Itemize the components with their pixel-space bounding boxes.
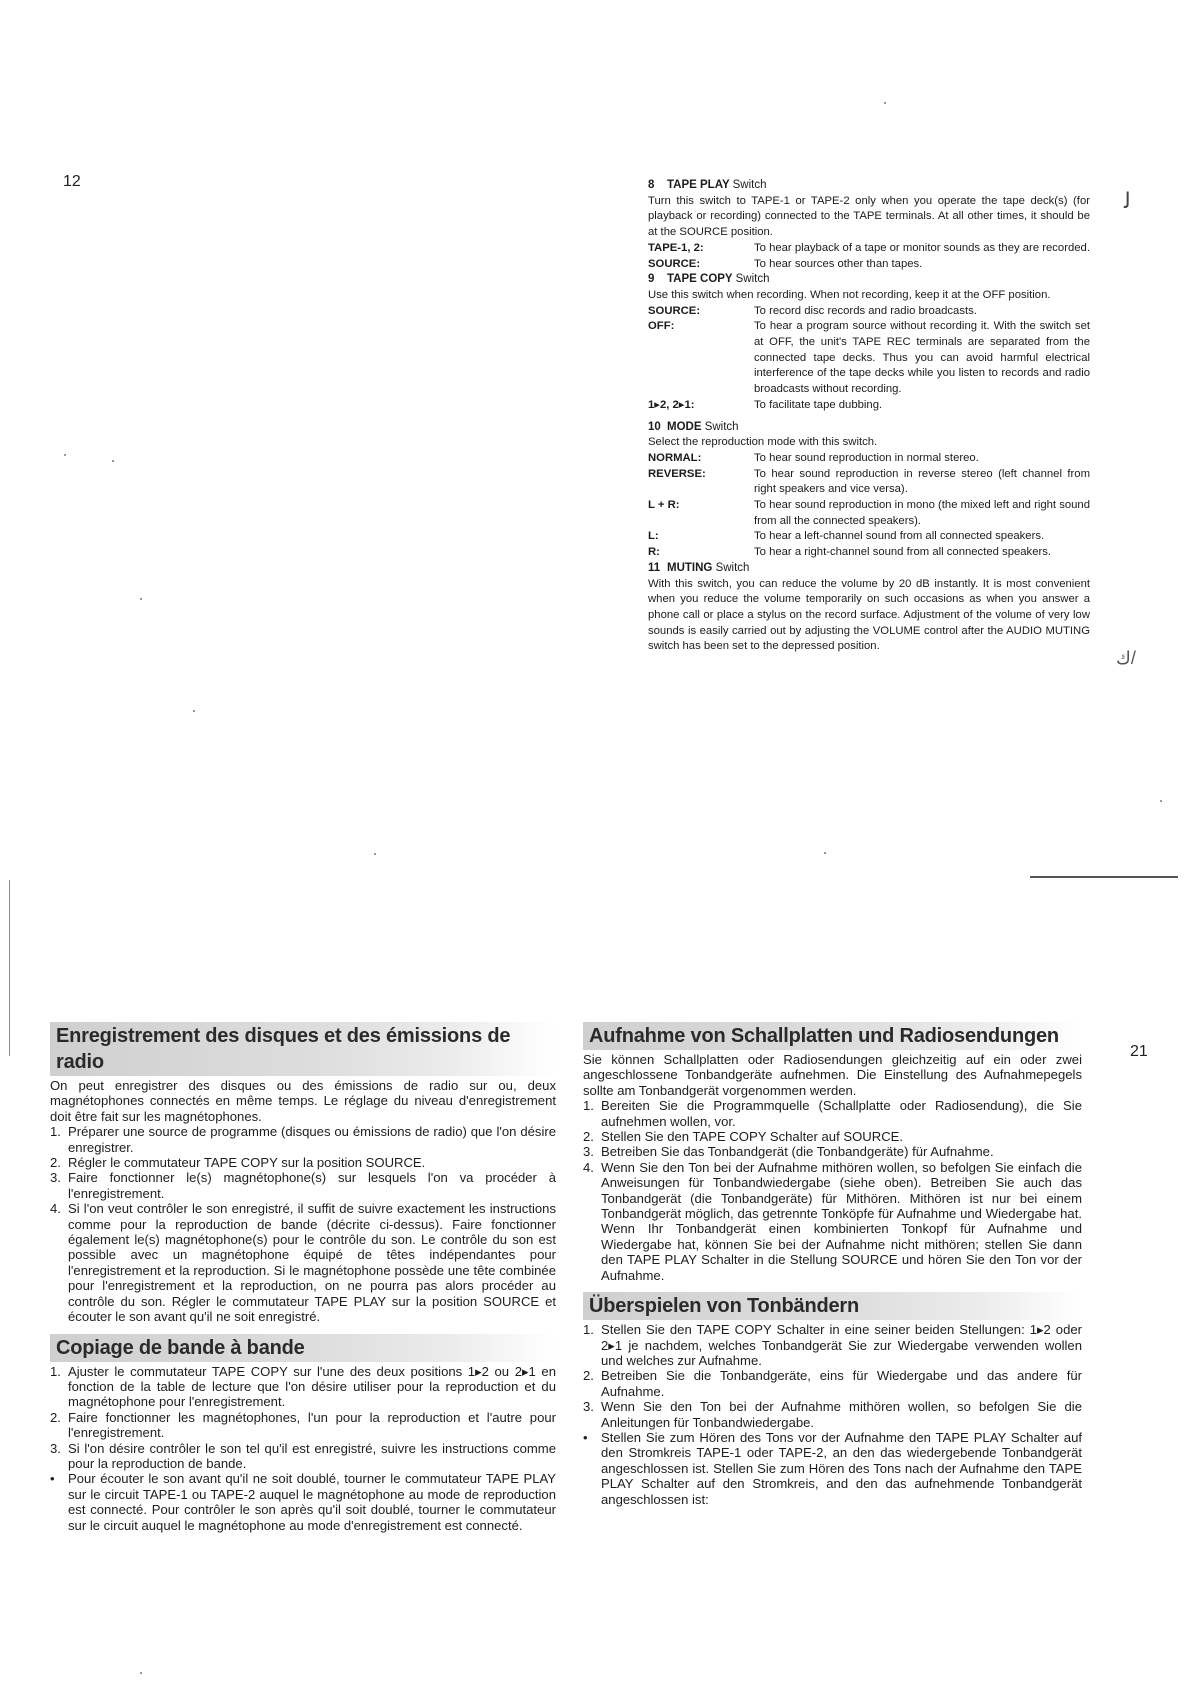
list-item [583,1430,1082,1507]
spec-row-value: To hear a right-channel sound from all connected speakers. [754,546,1052,559]
list-item [583,1368,1082,1399]
list-text: Betreiben Sie das Tonbandgerät (die Tonbandgeräte) für Aufnahme. [601,1144,994,1160]
spacer [50,1325,556,1334]
scan-speck [193,710,195,712]
spec-row-key: NORMAL: [648,451,702,464]
scan-speck [1160,800,1162,802]
section-switch-word: Switch [735,273,770,286]
spec-row [648,451,1090,467]
spec-row [648,467,1090,498]
list-marker: 4. [583,1159,594,1175]
spec-row [648,545,1090,561]
section-heading-recording-de: Aufnahme von Schallplatten und Radiosendungen [583,1022,1082,1050]
list-marker: 2. [583,1368,594,1384]
section-switch-word: Switch [715,561,750,574]
spec-row [648,304,1090,320]
list-text: Betreiben Sie die Tonbandgeräte, eins für Wiedergabe und das andere für Aufnahme. [601,1368,1082,1399]
list-text: Pour écouter le son avant qu'il ne soit doublé, tourner le commutateur TAPE PLAY sur le circuit TAPE-1 ou TAPE-2 auquel le magnétophone au mode de reproduction est connecté. Pour contrôler le son après qu'il soit doublé, tourner le commutateur sur le circuit auquel le magnétophone au mode d'enregistrement est connecté. [68,1471,556,1533]
list-item [50,1410,556,1441]
scan-speck [824,852,826,854]
steps-list [583,1098,1082,1283]
spec-row-value: To hear sound reproduction in normal stereo. [754,451,979,464]
spec-row-key: L: [648,530,659,543]
list-item [50,1124,556,1155]
list-text: Régler le commutateur TAPE COPY sur la position SOURCE. [68,1155,426,1171]
scan-speck [140,1672,142,1674]
spec-row-key: 1▸2, 2▸1: [648,398,695,411]
spec-section-muting [648,561,1090,655]
section-title-text: MUTING [667,561,713,574]
spec-row [648,241,1090,257]
spec-row [648,319,1090,398]
scan-speck [64,454,66,456]
spec-row [648,529,1090,545]
spec-row-value: To hear playback of a tape or monitor sounds as they are recorded. [754,241,1090,254]
list-text: Si l'on désire contrôler le son tel qu'il est enregistré, suivre les instructions comme pour la reproduction de bande. [68,1440,556,1471]
scan-speck [140,598,142,600]
spec-row-key: OFF: [648,320,675,333]
list-text: Faire fonctionner le(s) magnétophone(s) sur lesquels l'on va procéder à l'enregistrement. [68,1170,556,1201]
list-text: Préparer une source de programme (disques ou émissions de radio) que l'on désire enregistrer. [68,1124,556,1155]
steps-list [50,1364,556,1533]
list-item [583,1129,1082,1144]
section-number: 10 [648,420,661,433]
list-item [50,1471,556,1533]
list-text: Wenn Sie den Ton bei der Aufnahme mithören wollen, so befolgen Sie einfach die Anweisungen für Tonbandwiedergabe (siehe oben). Betreiben Sie auch das Tonbandgerät (die Tonbandgeräte) für Mithören. Mithören ist nur bei einem Tonbandgerät möglich, das getrennte Tonköpfe für Aufnahme und Wiedergabe hat. Wenn Ihr Tonbandgerät einen kombinierten Tonkopf für Aufnahme und Wiedergabe hat, können Sie bei der Aufnahme nicht mithören; stellen Sie dann den TAPE PLAY Schalter in die Stellung SOURCE und hören Sie den Ton vor der Aufnahme. [601,1159,1082,1283]
spec-row-value: To facilitate tape dubbing. [754,398,883,411]
section-heading-dubbing-de: Überspielen von Tonbändern [583,1292,1082,1320]
spec-row-key: L + R: [648,499,680,512]
spec-section-text: With this switch, you can reduce the volume by 20 dB instantly. It is most convenient when you reduce the volume temporarily on such occasions as when you answer a phone call or place a stylus on the record surface. Adjustment of the volume of very low sounds is easily carried out by adjusting the VOLUME control after the AUDIO MUTING switch has been set to the depressed position. [648,577,1090,653]
list-marker: 3. [583,1144,594,1160]
section-title-text: MODE [667,420,702,433]
list-marker: 1. [583,1322,594,1338]
french-column [50,1022,556,1533]
page-number-top: 12 [63,173,81,190]
spec-row [648,498,1090,529]
list-marker: 2. [50,1409,61,1425]
spec-section-title [648,420,1090,436]
spec-row-value: To hear a left-channel sound from all connected speakers. [754,530,1045,543]
spec-section-title [648,272,1090,288]
scan-speck [112,460,114,462]
list-item [50,1201,556,1324]
list-text: Stellen Sie zum Hören des Tons vor der Aufnahme den TAPE PLAY Schalter auf den Stromkreis TAPE-1 oder TAPE-2, an den das wiedergebende Tonbandgerät angeschlossen ist. Stellen Sie zum Hören des Tons nach der Aufnahme den TAPE PLAY Schalter auf den Stromkreis, and den das aufnehmende Tonbandgerät angeschlossen ist: [601,1429,1082,1507]
list-item [583,1098,1082,1129]
spec-section-text: Use this switch when recording. When not recording, keep it at the OFF position. [648,288,1051,301]
german-column [583,1022,1082,1507]
spec-section-title [648,178,1090,194]
spec-section-tape-play [648,178,1090,272]
section-title-text: TAPE PLAY [667,179,730,191]
list-item [583,1160,1082,1283]
list-item [50,1155,556,1170]
spec-row-value: To hear a program source without recording it. With the switch set at OFF, the unit's TAPE REC terminals are separated from the connected tape decks. Thus you can avoid harmful electrical interference of the tape decks while you listen to records and radio broadcasts without recording. [754,320,1090,396]
list-text: Faire fonctionner les magnétophones, l'un pour la reproduction et l'autre pour l'enregistrement. [68,1409,556,1441]
list-text: Stellen Sie den TAPE COPY Schalter in eine seiner beiden Stellungen: 1▸2 oder 2▸1 je nachdem, welches Tonbandgerät Sie zur Wiedergabe verwenden wollen und welches zur Aufnahme. [601,1322,1082,1368]
list-item [583,1322,1082,1368]
spec-section-mode [648,420,1090,561]
margin-handwriting: ك/ [1116,648,1136,668]
section-number: 9 [648,273,655,286]
spec-row-key: SOURCE: [648,304,701,317]
list-marker: 1. [583,1098,594,1114]
list-marker: • [50,1471,55,1487]
section-heading-recording-fr: Enregistrement des disques et des émissions de radio [50,1022,556,1076]
spec-row-key: TAPE-1, 2: [648,241,704,254]
scan-rule-line [1030,876,1178,878]
spec-row-value: To hear sources other than tapes. [754,257,923,270]
list-text: Bereiten Sie die Programmquelle (Schallplatte oder Radiosendung), die Sie aufnehmen wollen, vor. [601,1098,1082,1129]
margin-handwriting: ﻟ [1124,188,1131,213]
section-heading-dubbing-fr: Copiage de bande à bande [50,1334,556,1362]
list-item [50,1441,556,1472]
scan-speck [374,853,376,855]
steps-list [583,1322,1082,1507]
list-item [583,1144,1082,1159]
section-title-text: TAPE COPY [667,273,733,286]
intro-paragraph: On peut enregistrer des disques ou des émissions de radio sur ou, deux magnétophones connectés en même temps. Le réglage du niveau d'enregistrement doit être fait sur les magnétophones. [50,1078,556,1124]
list-text: Si l'on veut contrôler le son enregistré, il suffit de suivre exactement les instructions comme pour la reproduction de bande (décrite ci-dessus). Faire fonctionner également le(s) magnétophone(s) pour le contrôle du son. Le contrôle du son est possible avec un magnétophone équipé de têtes indépendantes pour l'enregistrement et la reproduction. Si le magnétophone possède une tête combinée pour l'enregistrement et la reproduction, on ne pourra pas alors procéder au contrôle du son. Régler le commutateur TAPE PLAY sur la position SOURCE et écouter le son avant qu'il ne soit enregistré. [68,1201,556,1325]
section-switch-word: Switch [732,179,767,191]
scan-speck [884,102,886,104]
spec-section-title [648,561,1090,577]
spec-row [648,257,1090,273]
section-number: 8 [648,179,655,191]
list-marker: 2. [583,1129,594,1145]
spec-row-key: REVERSE: [648,467,706,480]
list-marker: 3. [583,1399,594,1415]
spec-section-tape-copy [648,272,1090,413]
spec-row-key: R: [648,546,660,559]
list-marker: 1. [50,1124,61,1140]
list-text: Stellen Sie den TAPE COPY Schalter auf SOURCE. [601,1129,904,1145]
spec-row [648,398,1090,414]
scan-edge-line [9,880,10,1056]
list-marker: • [583,1429,588,1445]
spec-row-value: To hear sound reproduction in reverse stereo (left channel from right speakers and vice versa). [754,467,1090,496]
spec-section-text: Turn this switch to TAPE-1 or TAPE-2 only when you operate the tape deck(s) (for playback or recording) connected to the TAPE terminals. At all other times, it should be at the SOURCE position. [648,194,1090,239]
list-marker: 1. [50,1363,61,1379]
intro-paragraph: Sie können Schallplatten oder Radiosendungen gleichzeitig auf ein oder zwei angeschlossene Tonbandgeräte aufnehmen. Die Einstellung des Aufnahmepegels sollte am Tonbandgerät vorgenommen werden. [583,1052,1082,1098]
spec-row-value: To record disc records and radio broadcasts. [754,304,977,317]
page-number-right: 21 [1130,1043,1148,1060]
section-number: 11 [648,561,661,574]
list-item [583,1399,1082,1430]
spec-row-value: To hear sound reproduction in mono (the mixed left and right sound from all the connected speakers). [754,499,1090,527]
list-text: Ajuster le commutateur TAPE COPY sur l'une des deux positions 1▸2 ou 2▸1 en fonction de la table de lecture que l'on désire utiliser pour la reproduction et du magnétophone pour l'enregistrement. [68,1363,556,1410]
spec-section-text: Select the reproduction mode with this switch. [648,436,878,449]
list-marker: 3. [50,1170,61,1186]
list-marker: 3. [50,1440,61,1456]
switch-spec-block [648,178,1090,655]
steps-list [50,1124,556,1324]
spacer [583,1283,1082,1292]
list-item [50,1364,556,1410]
list-marker: 4. [50,1201,61,1217]
list-item [50,1170,556,1201]
spec-row-key: SOURCE: [648,257,701,270]
list-text: Wenn Sie den Ton bei der Aufnahme mithören wollen, so befolgen Sie die Anleitungen für Tonbandwiedergabe. [601,1399,1082,1430]
section-switch-word: Switch [704,420,739,433]
list-marker: 2. [50,1155,61,1171]
